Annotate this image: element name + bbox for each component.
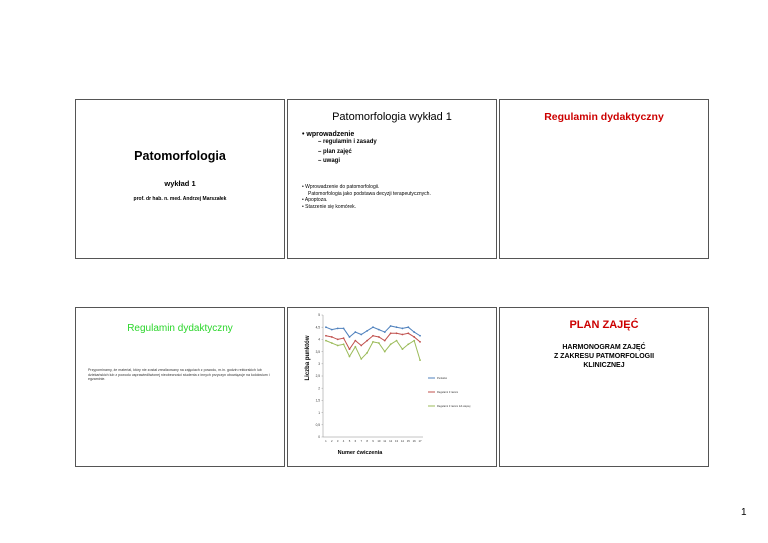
data-point [360,345,362,347]
data-point [349,348,351,350]
y-tick-label: 0,5 [315,423,320,427]
data-point [407,326,409,328]
data-point [413,336,415,338]
data-point [349,356,351,358]
data-point [419,341,421,343]
data-point [378,342,380,344]
x-tick-label: 7 [360,439,363,443]
data-point [343,343,345,345]
y-tick-label: 1 [318,410,320,415]
data-point [331,336,333,338]
y-tick-label: 1,5 [315,398,320,403]
data-point [413,331,415,333]
data-point [325,340,327,342]
x-tick-label: 10 [377,439,381,443]
data-point [384,331,386,333]
x-tick-label: 13 [394,439,399,443]
sub-item: – plan zajęć [318,148,352,155]
y-tick-label: 5 [318,313,320,318]
page-number: 1 [741,507,747,518]
data-point [407,343,409,345]
slide-1-subtitle: wykład 1 [164,179,196,188]
data-point [354,340,356,342]
data-point [366,340,368,342]
data-point [384,351,386,353]
x-tick-label: 15 [406,439,410,443]
data-point [337,345,339,347]
data-point [396,326,398,328]
x-tick-label: 11 [383,439,387,443]
x-tick-label: 9 [372,439,374,443]
y-tick-label: 3,5 [315,349,320,354]
sub-item: – uwagi [318,158,341,164]
bullet-main: • wprowadzenie [302,131,355,138]
data-point [337,339,339,341]
data-point [378,336,380,338]
data-point [331,329,333,331]
slide-6-heading: PLAN ZAJĘĆ [569,319,639,331]
slide-1-heading: Patomorfologia [134,149,226,163]
x-tick-label: 1 [325,439,327,443]
slide-3-heading: Regulamin dydaktyczny [544,111,664,123]
slide-4-regulamin-note [75,307,285,467]
points-line-chart [288,308,496,466]
data-point [366,330,368,332]
data-point [343,328,345,330]
data-point [349,336,351,338]
y-tick-label: 3 [318,362,320,366]
slide-4-heading: Regulamin dydaktyczny [127,323,233,334]
legend-label: Punktów [437,377,447,380]
slide-5-chart [287,307,497,467]
x-tick-label: 12 [389,439,393,443]
slide-2-topic-list [302,184,492,210]
data-point [396,332,398,334]
data-point [372,335,374,337]
data-point [407,332,409,334]
data-point [366,352,368,354]
data-point [402,348,404,350]
list-item: Patomorfologia jako podstawa decyzji terapeutycznych. [308,190,431,197]
x-tick-label: 17 [418,439,422,443]
y-tick-label: 4 [318,337,320,342]
data-point [343,337,345,339]
data-point [325,335,327,337]
slide-1-author: prof. dr hab. n. med. Andrzej Marszałek [133,196,227,202]
legend-label: Regularni 3 razem lub więcej [437,405,471,408]
text-line: HARMONOGRAM ZAJĘĆ [562,344,646,351]
list-item: • Wprowadzenie do patomorfologii. [302,184,380,190]
data-point [402,328,404,330]
slide-2-agenda [287,99,497,259]
data-point [419,335,421,337]
x-tick-label: 14 [400,439,404,443]
slide-4-note: Przypominamy, że materiał, który nie został zrealizowany na zajęciach z powodu, m.in. godzin rektorskich lub dziekańskich lub z powodu usprawiedliwionej nieobecności studenta z innych przyczyn obowiązuje na kolokwium i egzaminie. [88,368,270,382]
data-point [354,346,356,348]
slide-1-title [75,99,285,259]
y-axis-label: Liczba punktów [305,335,311,381]
y-tick-label: 2,5 [315,374,320,379]
slide-6-text [500,343,708,370]
slide-3-regulamin [499,99,709,259]
series-line [326,341,420,361]
slide-2-bullets [302,131,490,167]
slide-2-heading: Patomorfologia wykład 1 [332,111,452,123]
data-point [413,340,415,342]
data-point [390,325,392,327]
data-point [360,334,362,336]
x-tick-label: 4 [342,439,345,443]
data-point [337,328,339,330]
list-item: • Starzenie się komórek. [302,203,356,210]
y-tick-label: 2 [318,386,320,391]
data-point [372,326,374,328]
x-tick-label: 6 [354,439,357,443]
data-point [378,329,380,331]
x-axis-label: Numer ćwiczenia [337,450,383,456]
legend-label: Regularni 3 razem [437,391,459,394]
x-tick-label: 3 [336,439,339,443]
x-tick-label: 8 [366,439,368,443]
list-item: • Apoptoza. [302,197,328,204]
data-point [390,332,392,334]
x-tick-label: 5 [348,439,351,443]
data-point [384,340,386,342]
data-point [402,334,404,336]
text-line: KLINICZNEJ [583,362,625,369]
data-point [325,326,327,328]
data-point [360,358,362,360]
x-tick-label: 16 [412,439,416,443]
data-point [331,342,333,344]
data-point [372,341,374,343]
data-point [396,340,398,342]
data-point [419,359,421,361]
sub-item: – regulamin i zasady [318,139,377,145]
y-tick-label: 4,5 [315,325,320,330]
text-line: Z ZAKRESU PATMORFOLOGII [553,353,655,360]
data-point [354,331,356,333]
x-tick-label: 2 [331,439,333,443]
y-tick-label: 0 [318,435,320,440]
data-point [390,343,392,345]
slide-6-plan [499,307,709,467]
